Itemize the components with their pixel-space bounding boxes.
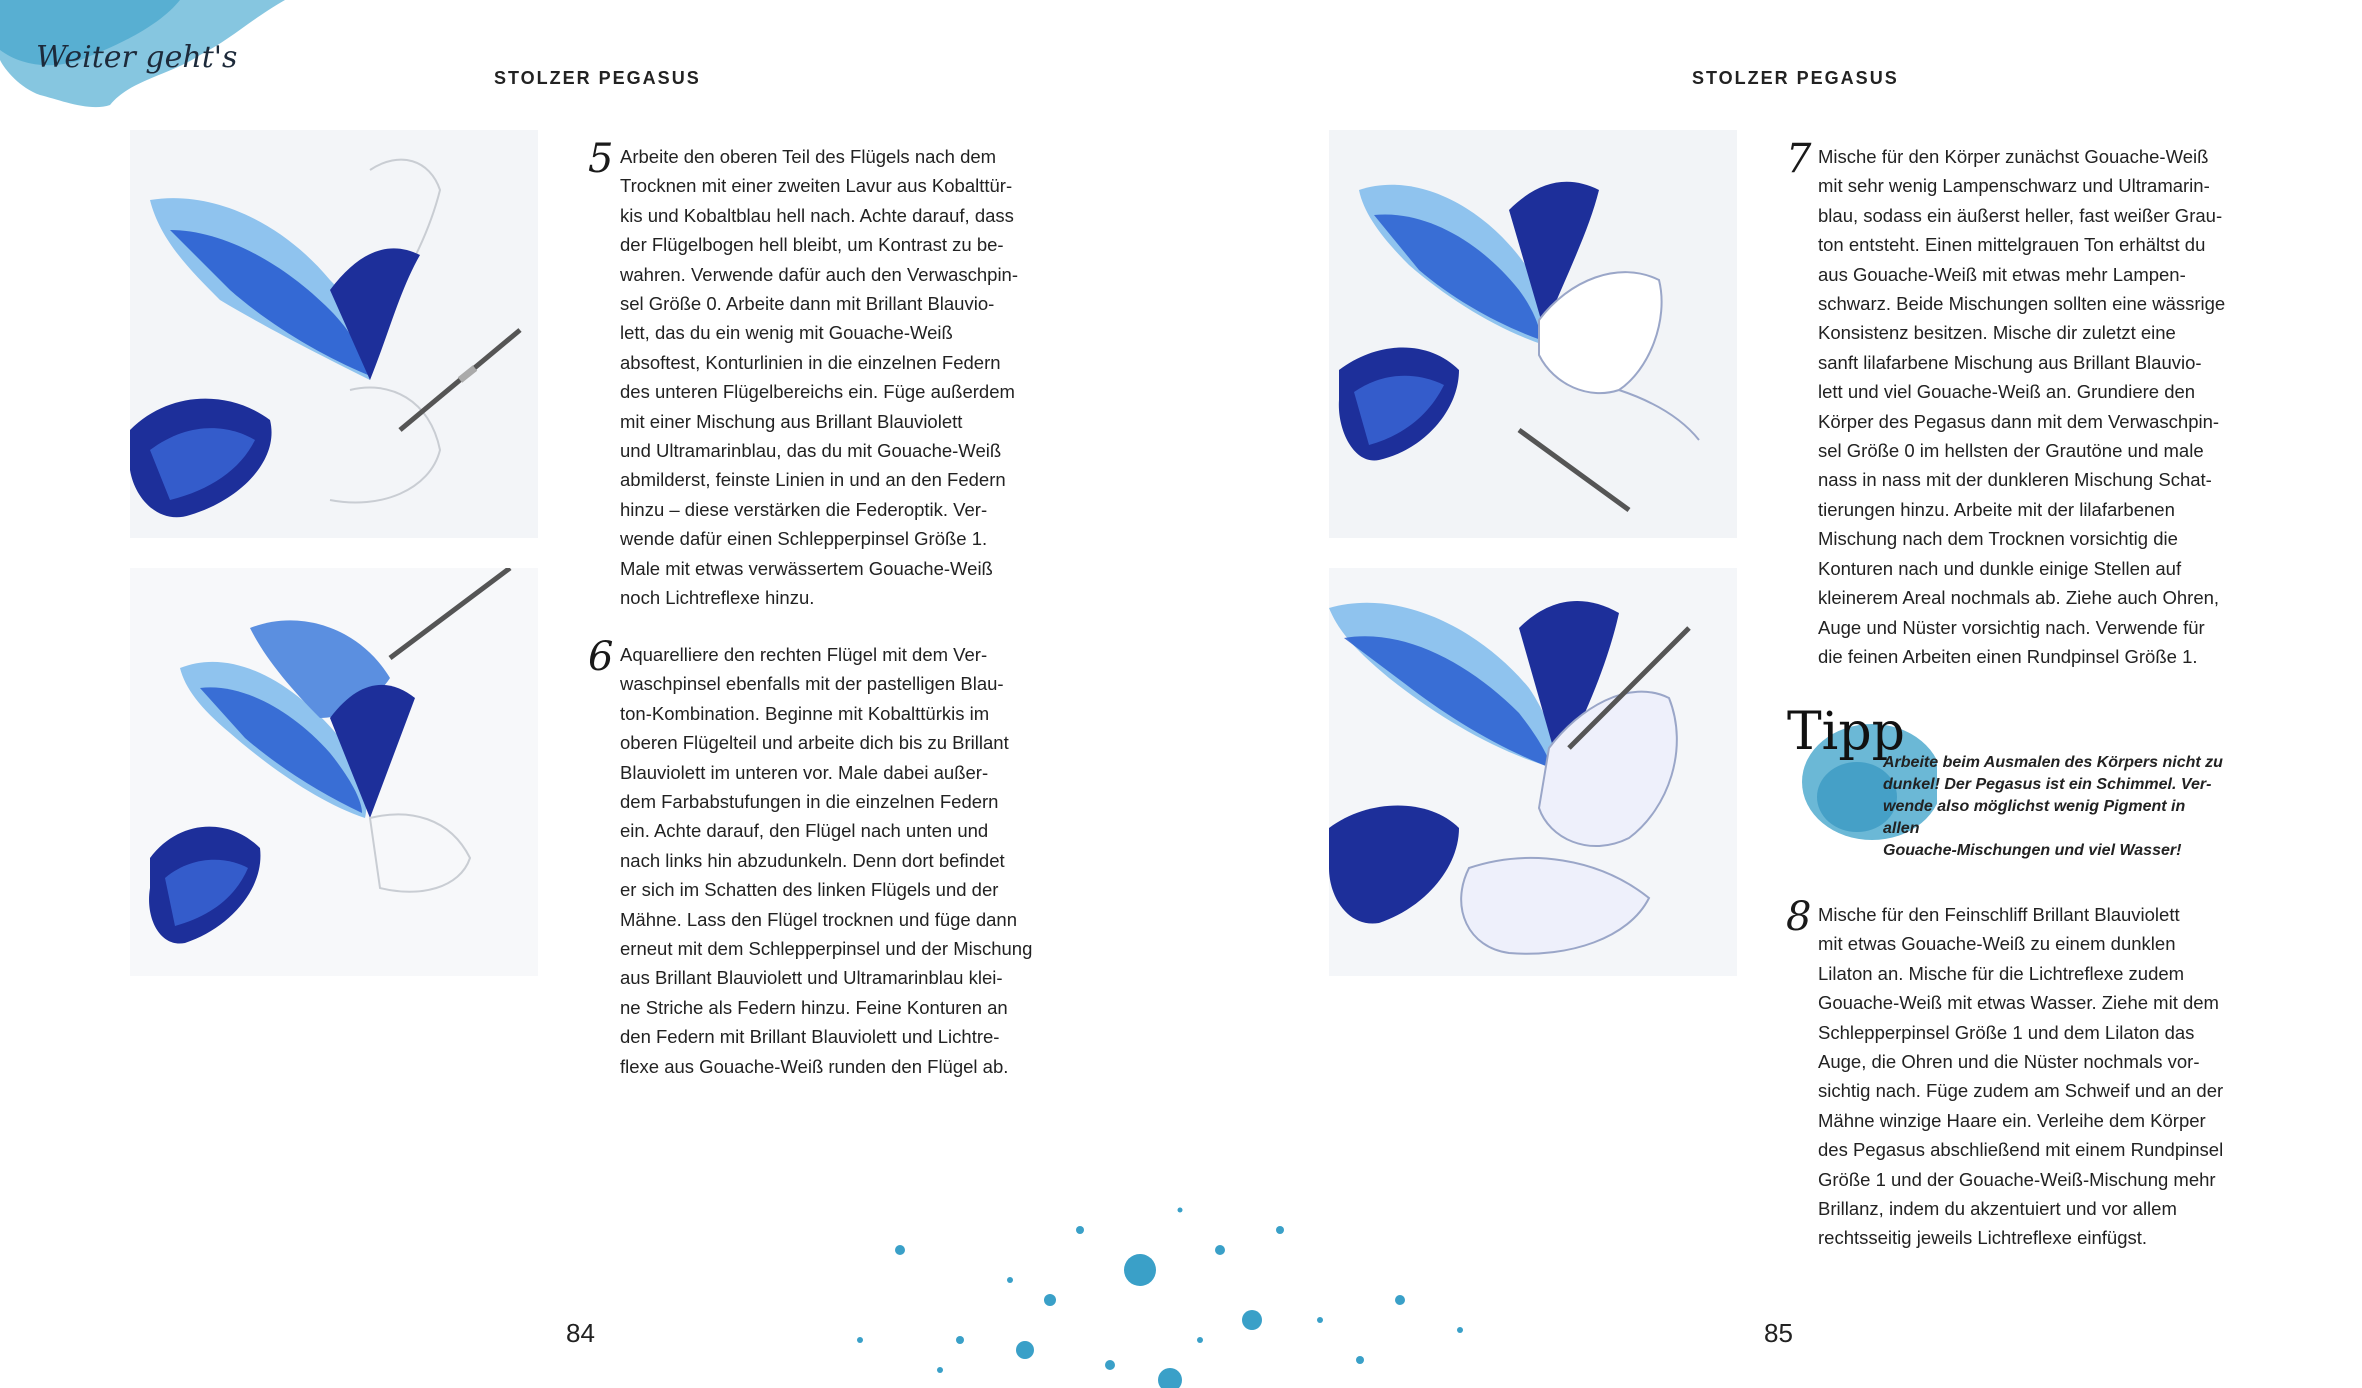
step-text: Aquarelliere den rechten Flügel mit dem Ver- waschpinsel ebenfalls mit der pastelligen Blau- ton-Kombination. Beginne mit Kobalttürkis im oberen Flügelteil und arbeite dich bis zu Brillant Blauviolett im unteren vor. Male dabei außer- dem Farbabstufungen in die einzelnen Federn ein. Achte darauf, den Flügel nach unten und nach links hin abzudunkeln. Denn dort befindet er sich im Schatten des linken Flügels und der Mähne. Lass den Flügel trocknen und füge dann erneut mit dem Schlepperpinsel und der Mischung aus Brillant Blauviolett und Ultramarinblau klei- ne Striche als Federn hinzu. Feine Konturen an den Federn mit Brillant Blauviolett und Lichtre- flexe aus Gouache-Weiß runden den Flügel ab. [620,644,1033,1077]
badge-text: Weiter geht's [36,40,238,75]
step-6-image [130,568,538,976]
step-number: 8 [1786,894,1812,940]
right-page [1181,0,2362,1388]
tip-title: Tipp [1787,702,1905,762]
tip-box [1787,702,2237,859]
step-number: 5 [588,136,614,182]
tip-text: Arbeite beim Ausmalen des Körpers nicht zu dunkel! Der Pegasus ist ein Schimmel. Ver- wende also möglichst wenig Pigment in allen Gouache-Mischungen und viel Wasser! [1883,754,2223,859]
step-text: Mische für den Körper zunächst Gouache-Weiß mit sehr wenig Lampenschwarz und Ultramarin- blau, sodass ein äußerst heller, fast weißer Grau- ton entsteht. Einen mittelgrauen Ton erhältst du aus Gouache-Weiß mit etwas mehr Lampen- schwarz. Beide Mischungen sollten eine wässrige Konsistenz besitzen. Mische dir zuletzt eine sanft lilafarbene Mischung aus Brillant Blauvio- lett und viel Gouache-Weiß an. Grundiere den Körper des Pegasus dann mit dem Verwaschpin- sel Größe 0 im hellsten der Grautöne und male nass in nass mit der dunkleren Mischung Schat- tierungen hinzu. Arbeite mit der lilafarbenen Mischung nach dem Trocknen vorsichtig die Konturen nach und dunkle einige Stellen auf kleinerem Areal nochmals ab. Ziehe auch Ohren, Auge und Nüster vorsichtig nach. Verwende für die feinen Arbeiten einen Rundpinsel Größe 1. [1818,146,2226,667]
step-number: 7 [1786,136,1812,182]
step-number: 6 [588,634,614,680]
step-8 [1786,894,2288,1253]
step-8-image [1329,568,1737,976]
page-header: STOLZER PEGASUS [494,68,701,88]
page-number: 85 [1764,1318,1793,1348]
continued-badge [0,0,290,110]
step-6 [588,634,1090,1081]
step-5-image [130,130,538,538]
step-7-image [1329,130,1737,538]
page-header: STOLZER PEGASUS [1692,68,1899,88]
step-7 [1786,136,2288,671]
step-text: Arbeite den oberen Teil des Flügels nach dem Trocknen mit einer zweiten Lavur aus Kobalttür- kis und Kobaltblau hell nach. Achte darauf, dass der Flügelbogen hell bleibt, um Kontrast zu be- wahren. Verwende dafür auch den Verwaschpin- sel Größe 0. Arbeite dann mit Brillant Blauvio- lett, das du ein wenig mit Gouache-Weiß absoftest, Konturlinien in die einzelnen Federn des unteren Flügelbereichs ein. Füge außerdem mit einer Mischung aus Brillant Blauviolett und Ultramarinblau, das du mit Gouache-Weiß abmilderst, feinste Linien in und an den Federn hinzu – diese verstärken die Federoptik. Ver- wende dafür einen Schlepperpinsel Größe 1. Male mit etwas verwässertem Gouache-Weiß noch Lichtreflexe hinzu. [620,146,1019,609]
step-text: Mische für den Feinschliff Brillant Blauviolett mit etwas Gouache-Weiß zu einem dunklen Lilaton an. Mische für die Lichtreflexe zudem Gouache-Weiß mit etwas Wasser. Ziehe mit dem Schlepperpinsel Größe 1 und dem Lilaton das Auge, die Ohren und die Nüster nochmals vor- sichtig nach. Füge zudem am Schweif und an der Mähne winzige Haare ein. Verleihe dem Körper des Pegasus abschließend mit einem Rundpinsel Größe 1 und der Gouache-Weiß-Mischung mehr Brillanz, indem du akzentuiert und vor allem rechtsseitig jeweils Lichtreflexe einfügst. [1818,904,2224,1249]
watercolor-splatter [760,1190,1640,1388]
page-number: 84 [566,1318,595,1348]
step-5 [588,136,1090,613]
